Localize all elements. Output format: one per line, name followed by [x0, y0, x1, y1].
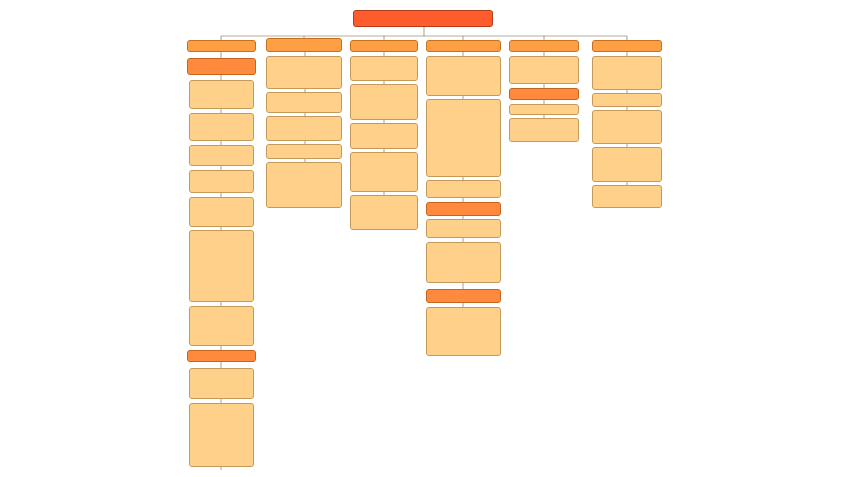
content-box: [266, 56, 342, 89]
content-box: [266, 162, 342, 208]
content-box: [350, 195, 418, 230]
content-box: [426, 307, 501, 356]
content-box: [266, 116, 342, 141]
content-box: [189, 197, 254, 227]
content-box: [189, 230, 254, 302]
content-box: [350, 84, 418, 120]
column-header: [266, 38, 342, 52]
content-box: [189, 306, 254, 346]
column-header: [350, 40, 418, 52]
content-box: [189, 170, 254, 193]
column-header: [187, 40, 256, 52]
content-box: [189, 145, 254, 166]
content-box: [592, 147, 662, 182]
content-box: [189, 113, 254, 141]
column-header: [426, 40, 501, 52]
content-box: [509, 104, 579, 115]
content-box: [592, 185, 662, 208]
column-header: [509, 40, 579, 52]
sub-node: [187, 58, 256, 75]
content-box: [426, 180, 501, 198]
content-box: [426, 219, 501, 238]
content-box: [592, 110, 662, 144]
content-box: [426, 99, 501, 177]
content-box: [592, 93, 662, 107]
content-box: [189, 80, 254, 109]
content-box: [189, 403, 254, 467]
map-root: [353, 10, 493, 27]
content-box: [266, 144, 342, 159]
sub-node: [509, 88, 579, 100]
content-box: [266, 92, 342, 113]
content-box: [509, 118, 579, 142]
content-box: [350, 123, 418, 149]
content-box: [509, 56, 579, 84]
content-box: [426, 242, 501, 283]
content-box: [350, 56, 418, 81]
sub-node: [426, 202, 501, 216]
column-header: [592, 40, 662, 52]
content-box: [592, 56, 662, 90]
sub-node: [426, 289, 501, 303]
content-box: [426, 56, 501, 96]
sub-node: [187, 350, 256, 362]
content-box: [350, 152, 418, 192]
content-box: [189, 368, 254, 399]
